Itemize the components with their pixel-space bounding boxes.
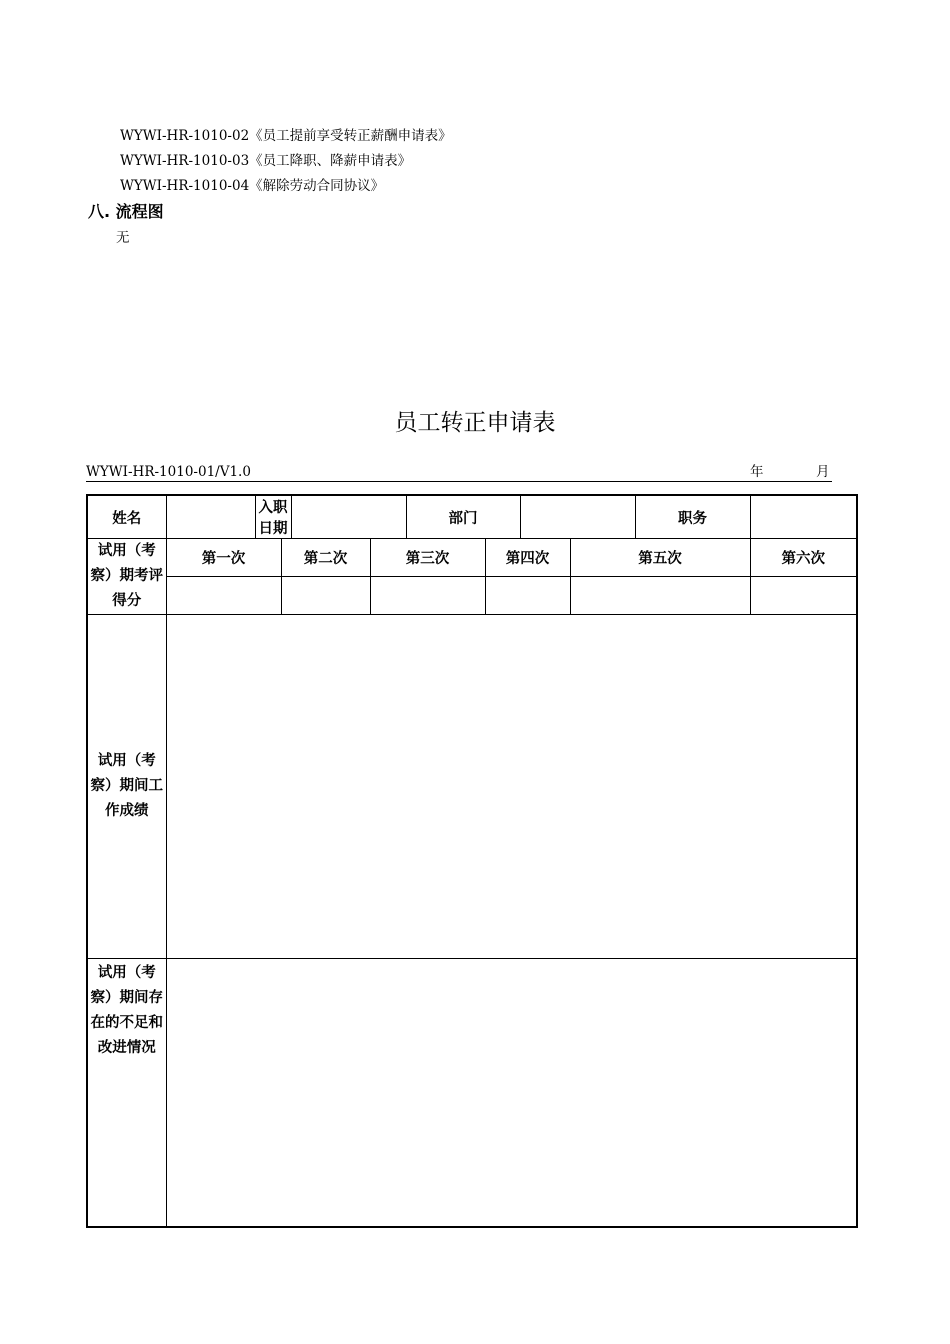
department-label: 部门 [406, 495, 520, 539]
score-value-3[interactable] [370, 577, 485, 615]
department-value-cell[interactable] [520, 495, 635, 539]
form-code-line [86, 463, 832, 482]
form-title: 员工转正申请表 [394, 410, 556, 436]
position-value-cell[interactable] [750, 495, 857, 539]
shortcomings-row [87, 959, 857, 1227]
score-col-6: 第六次 [750, 539, 857, 577]
reference-line-1: WYWI-HR-1010-02《员工提前享受转正薪酬申请表》 [120, 128, 452, 144]
score-value-1[interactable] [166, 577, 281, 615]
reference-line-2: WYWI-HR-1010-03《员工降职、降薪申请表》 [120, 153, 412, 169]
month-label: 月 [816, 464, 830, 480]
score-value-5[interactable] [570, 577, 750, 615]
score-col-2: 第二次 [281, 539, 370, 577]
entry-date-label: 入职日期 [255, 495, 291, 539]
shortcomings-content-cell[interactable] [166, 959, 857, 1227]
score-value-row [87, 577, 857, 615]
section-body: 无 [116, 230, 130, 246]
shortcomings-label: 试用（考察）期间存在的不足和改进情况 [87, 959, 166, 1227]
performance-row [87, 615, 857, 959]
performance-content-cell[interactable] [166, 615, 857, 959]
score-col-1: 第一次 [166, 539, 281, 577]
name-label: 姓名 [87, 495, 166, 539]
score-col-3: 第三次 [370, 539, 485, 577]
name-value-cell[interactable] [166, 495, 255, 539]
score-header-row [87, 539, 857, 577]
entry-date-value-cell[interactable] [291, 495, 406, 539]
basic-info-row [87, 495, 857, 539]
position-label: 职务 [635, 495, 750, 539]
score-value-4[interactable] [485, 577, 570, 615]
score-row-label: 试用（考察）期考评得分 [87, 539, 166, 615]
form-code: WYWI-HR-1010-01/V1.0 [86, 464, 251, 480]
application-form-table [86, 494, 858, 1228]
performance-label: 试用（考察）期间工作成绩 [87, 615, 166, 959]
score-col-4: 第四次 [485, 539, 570, 577]
score-col-5: 第五次 [570, 539, 750, 577]
section-title: 八. 流程图 [88, 202, 164, 221]
reference-line-3: WYWI-HR-1010-04《解除劳动合同协议》 [120, 178, 385, 194]
year-label: 年 [750, 464, 764, 480]
score-value-6[interactable] [750, 577, 857, 615]
score-value-2[interactable] [281, 577, 370, 615]
